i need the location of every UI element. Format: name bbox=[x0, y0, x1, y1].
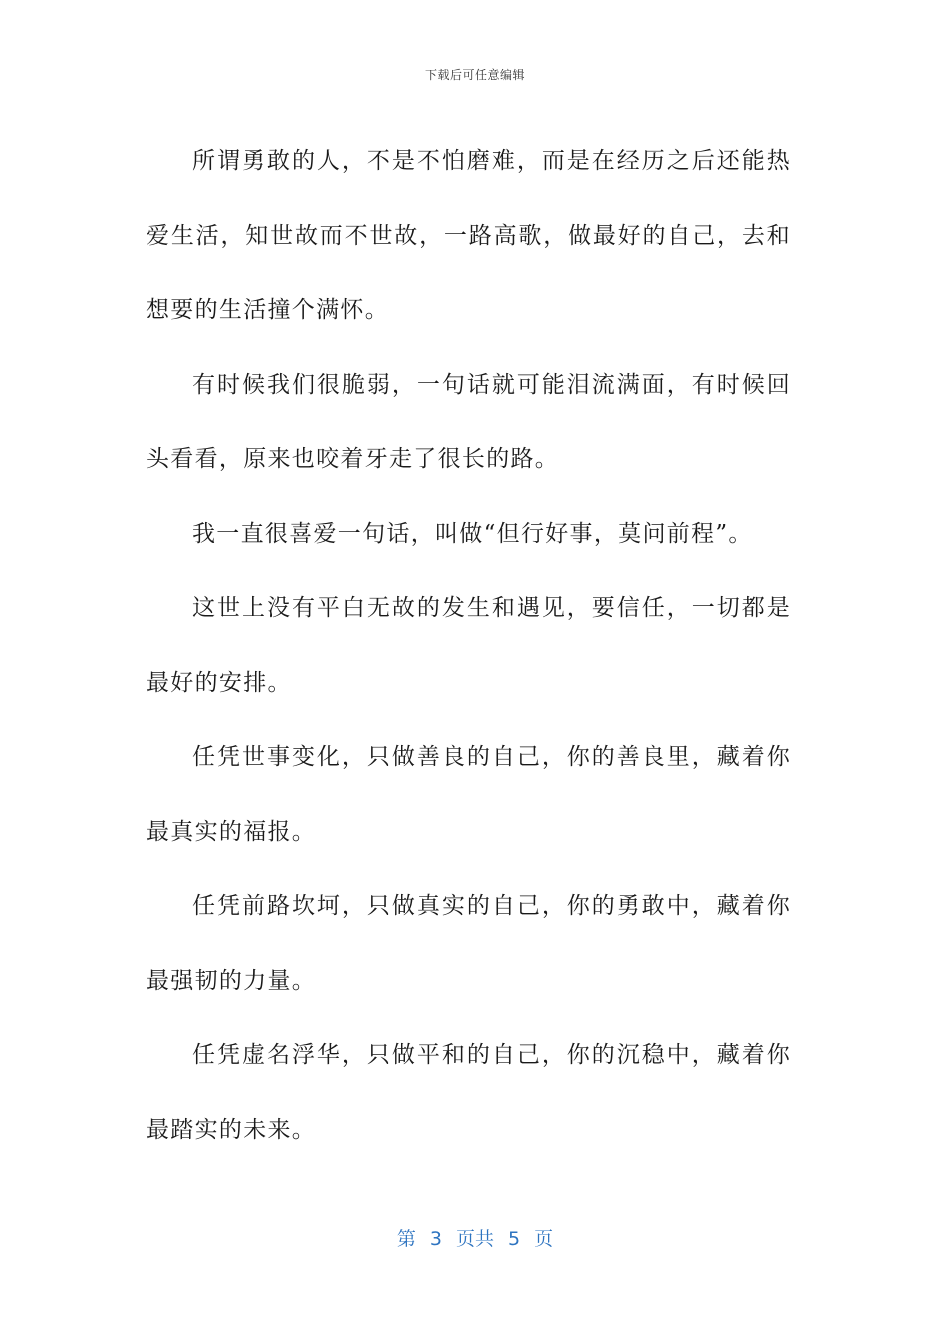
paragraph: 这世上没有平白无故的发生和遇见，要信任，一切都是最好的安排。 bbox=[146, 595, 791, 696]
page-middle: 页共 bbox=[455, 1228, 494, 1250]
paragraph: 任凭世事变化，只做善良的自己，你的善良里，藏着你最真实的福报。 bbox=[146, 744, 791, 845]
header-note: 下载后可任意编辑 bbox=[424, 68, 525, 82]
paragraph: 我一直很喜爱一句话，叫做“但行好事，莫问前程”。 bbox=[192, 520, 753, 547]
paragraph: 所谓勇敢的人，不是不怕磨难，而是在经历之后还能热爱生活，知世故而不世故，一路高歌，做最好的自己，去和想要的生活撞个满怀。 bbox=[146, 148, 791, 323]
page-prefix: 第 bbox=[396, 1228, 416, 1250]
document-body bbox=[146, 124, 791, 1167]
total-pages-number: 5 bbox=[508, 1228, 521, 1250]
page-suffix: 页 bbox=[534, 1228, 554, 1250]
current-page-number: 3 bbox=[429, 1228, 442, 1250]
page-number-footer bbox=[0, 1224, 950, 1251]
paragraph: 任凭前路坎坷，只做真实的自己，你的勇敢中，藏着你最强韧的力量。 bbox=[146, 893, 791, 994]
paragraph: 有时候我们很脆弱，一句话就可能泪流满面，有时候回头看看，原来也咬着牙走了很长的路。 bbox=[146, 371, 791, 472]
paragraph: 任凭虚名浮华，只做平和的自己，你的沉稳中，藏着你最踏实的未来。 bbox=[146, 1042, 791, 1143]
